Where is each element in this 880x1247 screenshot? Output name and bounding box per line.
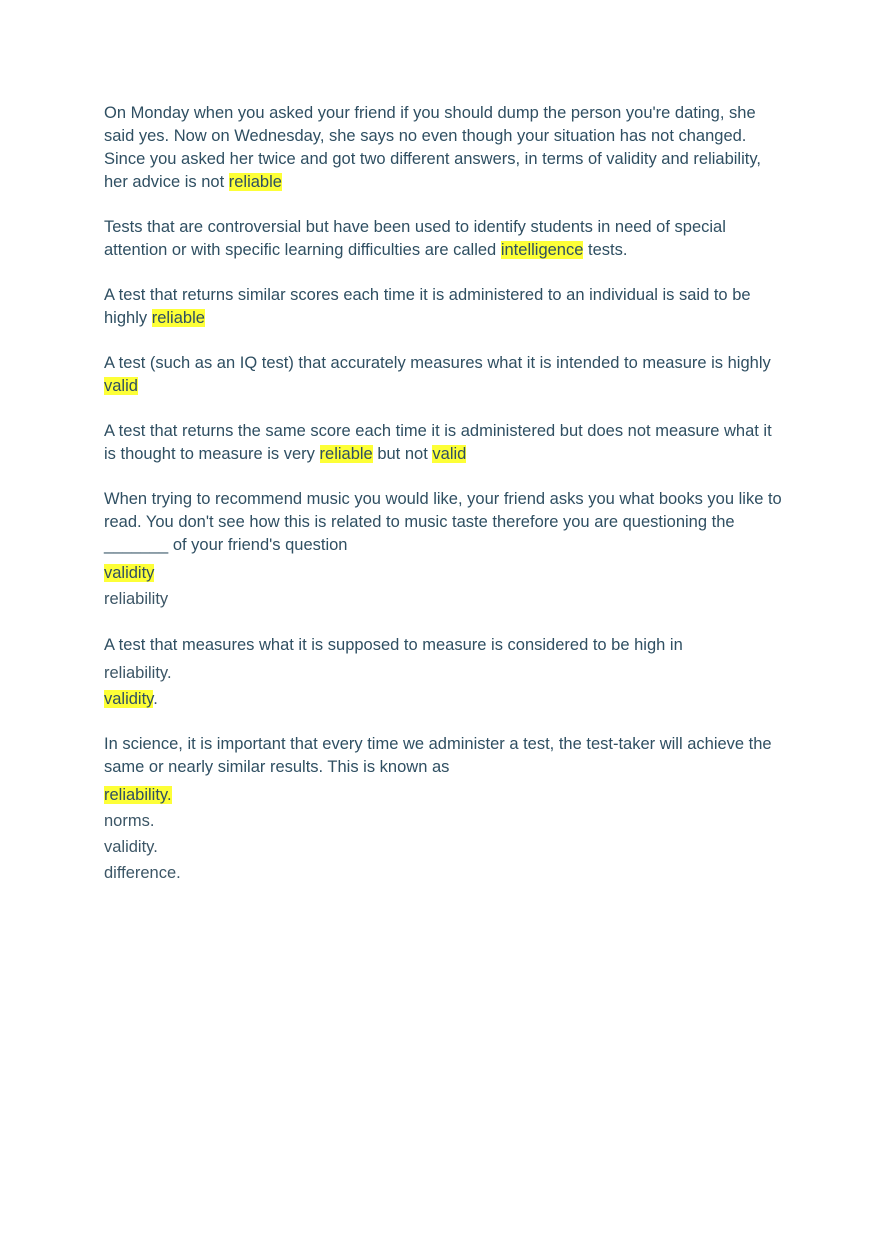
answer-highlight: valid <box>104 377 138 395</box>
question-5-text: A test that returns the same score each time it is administered but does not measure what it is thought to measure is very <box>104 422 772 463</box>
option-item: reliability <box>104 590 169 608</box>
question-4 <box>104 352 784 398</box>
question-8-text: In science, it is important that every time we administer a test, the test-taker will achieve the same or nearly similar results. This is known as <box>104 735 772 776</box>
question-5 <box>104 420 784 466</box>
question-7-text: A test that measures what it is supposed to measure is considered to be high in <box>104 636 683 654</box>
answer-highlight: reliability. <box>104 786 172 804</box>
question-6-text: When trying to recommend music you would like, your friend asks you what books you like to read. You don't see how this is related to music taste therefore you are questioning the _______ of your friend's question <box>104 490 782 554</box>
document-page <box>104 102 784 886</box>
option-item: norms. <box>104 812 155 830</box>
answer-highlight: reliable <box>319 445 373 463</box>
answer-highlight: reliable <box>228 173 282 191</box>
question-7-options <box>104 660 784 712</box>
question-2 <box>104 216 784 262</box>
question-1 <box>104 102 784 194</box>
question-3 <box>104 284 784 330</box>
question-8-options <box>104 782 784 886</box>
question-3-text: A test that returns similar scores each time it is administered to an individual is said to be highly <box>104 286 751 327</box>
option-period: . <box>153 690 158 708</box>
option-item <box>104 560 784 586</box>
answer-highlight: reliable <box>151 309 205 327</box>
option-item <box>104 782 784 808</box>
question-4-text: A test (such as an IQ test) that accurately measures what it is intended to measure is highly <box>104 354 771 372</box>
question-7 <box>104 634 784 712</box>
question-6 <box>104 488 784 612</box>
question-2-after: tests. <box>588 241 628 259</box>
option-item: difference. <box>104 864 181 882</box>
answer-highlight: validity <box>104 564 155 582</box>
question-5-middle: but not <box>377 445 428 463</box>
question-6-options <box>104 560 784 612</box>
option-item <box>104 686 784 712</box>
answer-highlight: intelligence <box>500 241 584 259</box>
option-item: validity. <box>104 838 158 856</box>
question-1-text: On Monday when you asked your friend if you should dump the person you're dating, she said yes. Now on Wednesday, she says no even though your situation has not changed. Since you asked her twice and got two different answers, in terms of validity and reliability, her advice is not <box>104 104 761 191</box>
question-2-text: Tests that are controversial but have been used to identify students in need of special attention or with specific learning difficulties are called <box>104 218 726 259</box>
option-item: reliability. <box>104 664 172 682</box>
question-8 <box>104 733 784 886</box>
answer-highlight: validity <box>104 690 154 708</box>
answer-highlight: valid <box>432 445 467 463</box>
